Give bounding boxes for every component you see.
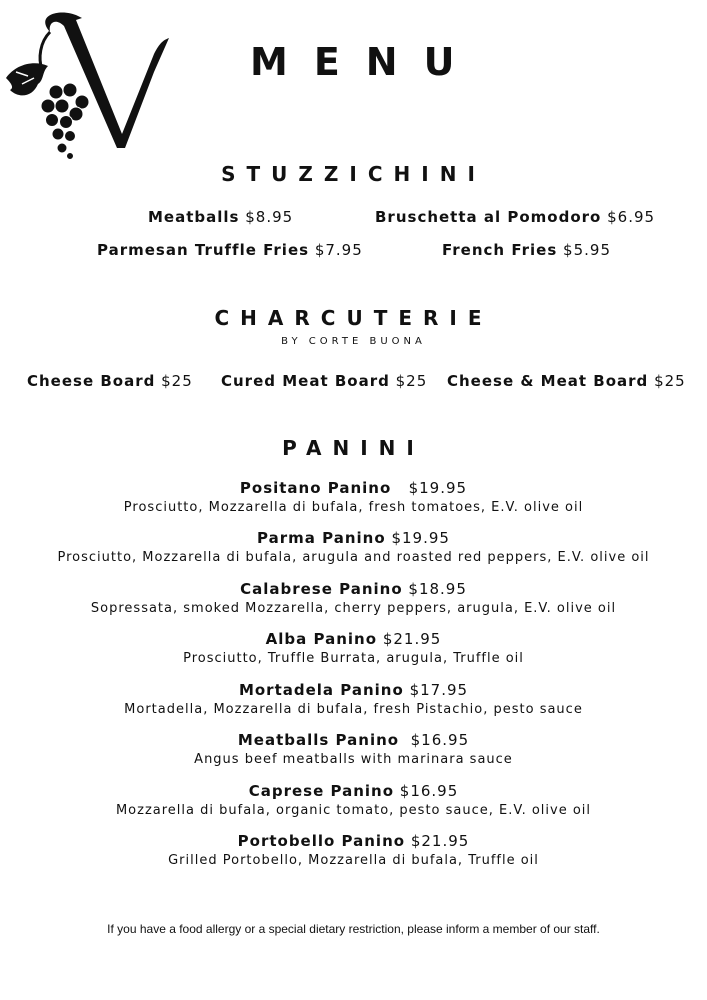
panino-name: Positano Panino [239,479,392,497]
item-name: Meatballs [148,208,240,226]
panino-price: $16.95 [399,782,459,800]
panino-description: Sopressata, smoked Mozzarella, cherry peppers, arugula, E.V. olive oil [90,601,617,616]
panino-price: $21.95 [382,630,442,648]
panino-name: Parma Panino [257,529,386,547]
charcuterie-item [447,372,686,390]
stuzzichini-item [148,208,293,226]
panino-description: Prosciutto, Mozzarella di bufala, fresh tomatoes, E.V. olive oil [123,500,584,515]
panino-name: Calabrese Panino [240,580,403,598]
panino-name: Mortadela Panino [238,681,404,699]
stuzzichini-item [97,241,363,259]
panino-name: Caprese Panino [248,782,394,800]
panino-item [0,628,707,668]
item-name: Bruschetta al Pomodoro [375,208,602,226]
item-name: French Fries [442,241,558,259]
panino-name: Portobello Panino [237,832,406,850]
item-price: $5.95 [563,241,611,259]
charcuterie-subheading: BY CORTE BUONA [281,336,426,347]
panino-price: $19.95 [391,529,450,547]
allergy-note: If you have a food allergy or a special dietary restriction, please inform a member of our staff. [107,922,600,936]
panino-item [0,527,707,567]
item-name: Cured Meat Board [221,372,390,390]
panino-description: Mozzarella di bufala, organic tomato, pesto sauce, E.V. olive oil [115,803,592,818]
panino-price: $18.95 [408,580,467,598]
panino-item [0,578,707,618]
stuzzichini-heading: STUZZICHINI [221,162,486,186]
panino-item [0,477,707,517]
item-price: $8.95 [245,208,294,226]
panino-price: $19.95 [408,479,468,497]
charcuterie-heading: CHARCUTERIE [214,306,493,330]
item-price: $25 [161,372,193,390]
charcuterie-item [27,372,193,390]
stuzzichini-item [375,208,655,226]
panino-item [0,679,707,719]
panino-item [0,729,707,769]
menu-title: MENU [250,40,481,84]
item-name: Cheese Board [27,372,156,390]
charcuterie-item [221,372,427,390]
item-price: $25 [654,372,686,390]
panino-item [0,830,707,870]
panino-name: Alba Panino [265,630,378,648]
panino-item [0,780,707,820]
panino-description: Grilled Portobello, Mozzarella di bufala, Truffle oil [168,853,539,868]
panino-price: $21.95 [410,832,470,850]
panino-name: Meatballs Panino [237,731,400,749]
item-price: $7.95 [314,241,363,259]
item-price: $6.95 [607,208,656,226]
vine-v-logo-icon [4,6,170,160]
panino-description: Prosciutto, Mozzarella di bufala, arugula and roasted red peppers, E.V. olive oil [57,550,650,565]
item-price: $25 [395,372,428,390]
panino-description: Prosciutto, Truffle Burrata, arugula, Truffle oil [183,651,524,666]
panino-price: $16.95 [410,731,470,749]
stuzzichini-item [442,241,611,259]
item-name: Parmesan Truffle Fries [97,241,310,259]
panino-description: Mortadella, Mozzarella di bufala, fresh Pistachio, pesto sauce [124,702,583,717]
item-name: Cheese & Meat Board [447,372,649,390]
panino-price: $17.95 [409,681,469,699]
panini-heading: PANINI [282,436,425,460]
panino-description: Angus beef meatballs with marinara sauce [194,752,513,767]
